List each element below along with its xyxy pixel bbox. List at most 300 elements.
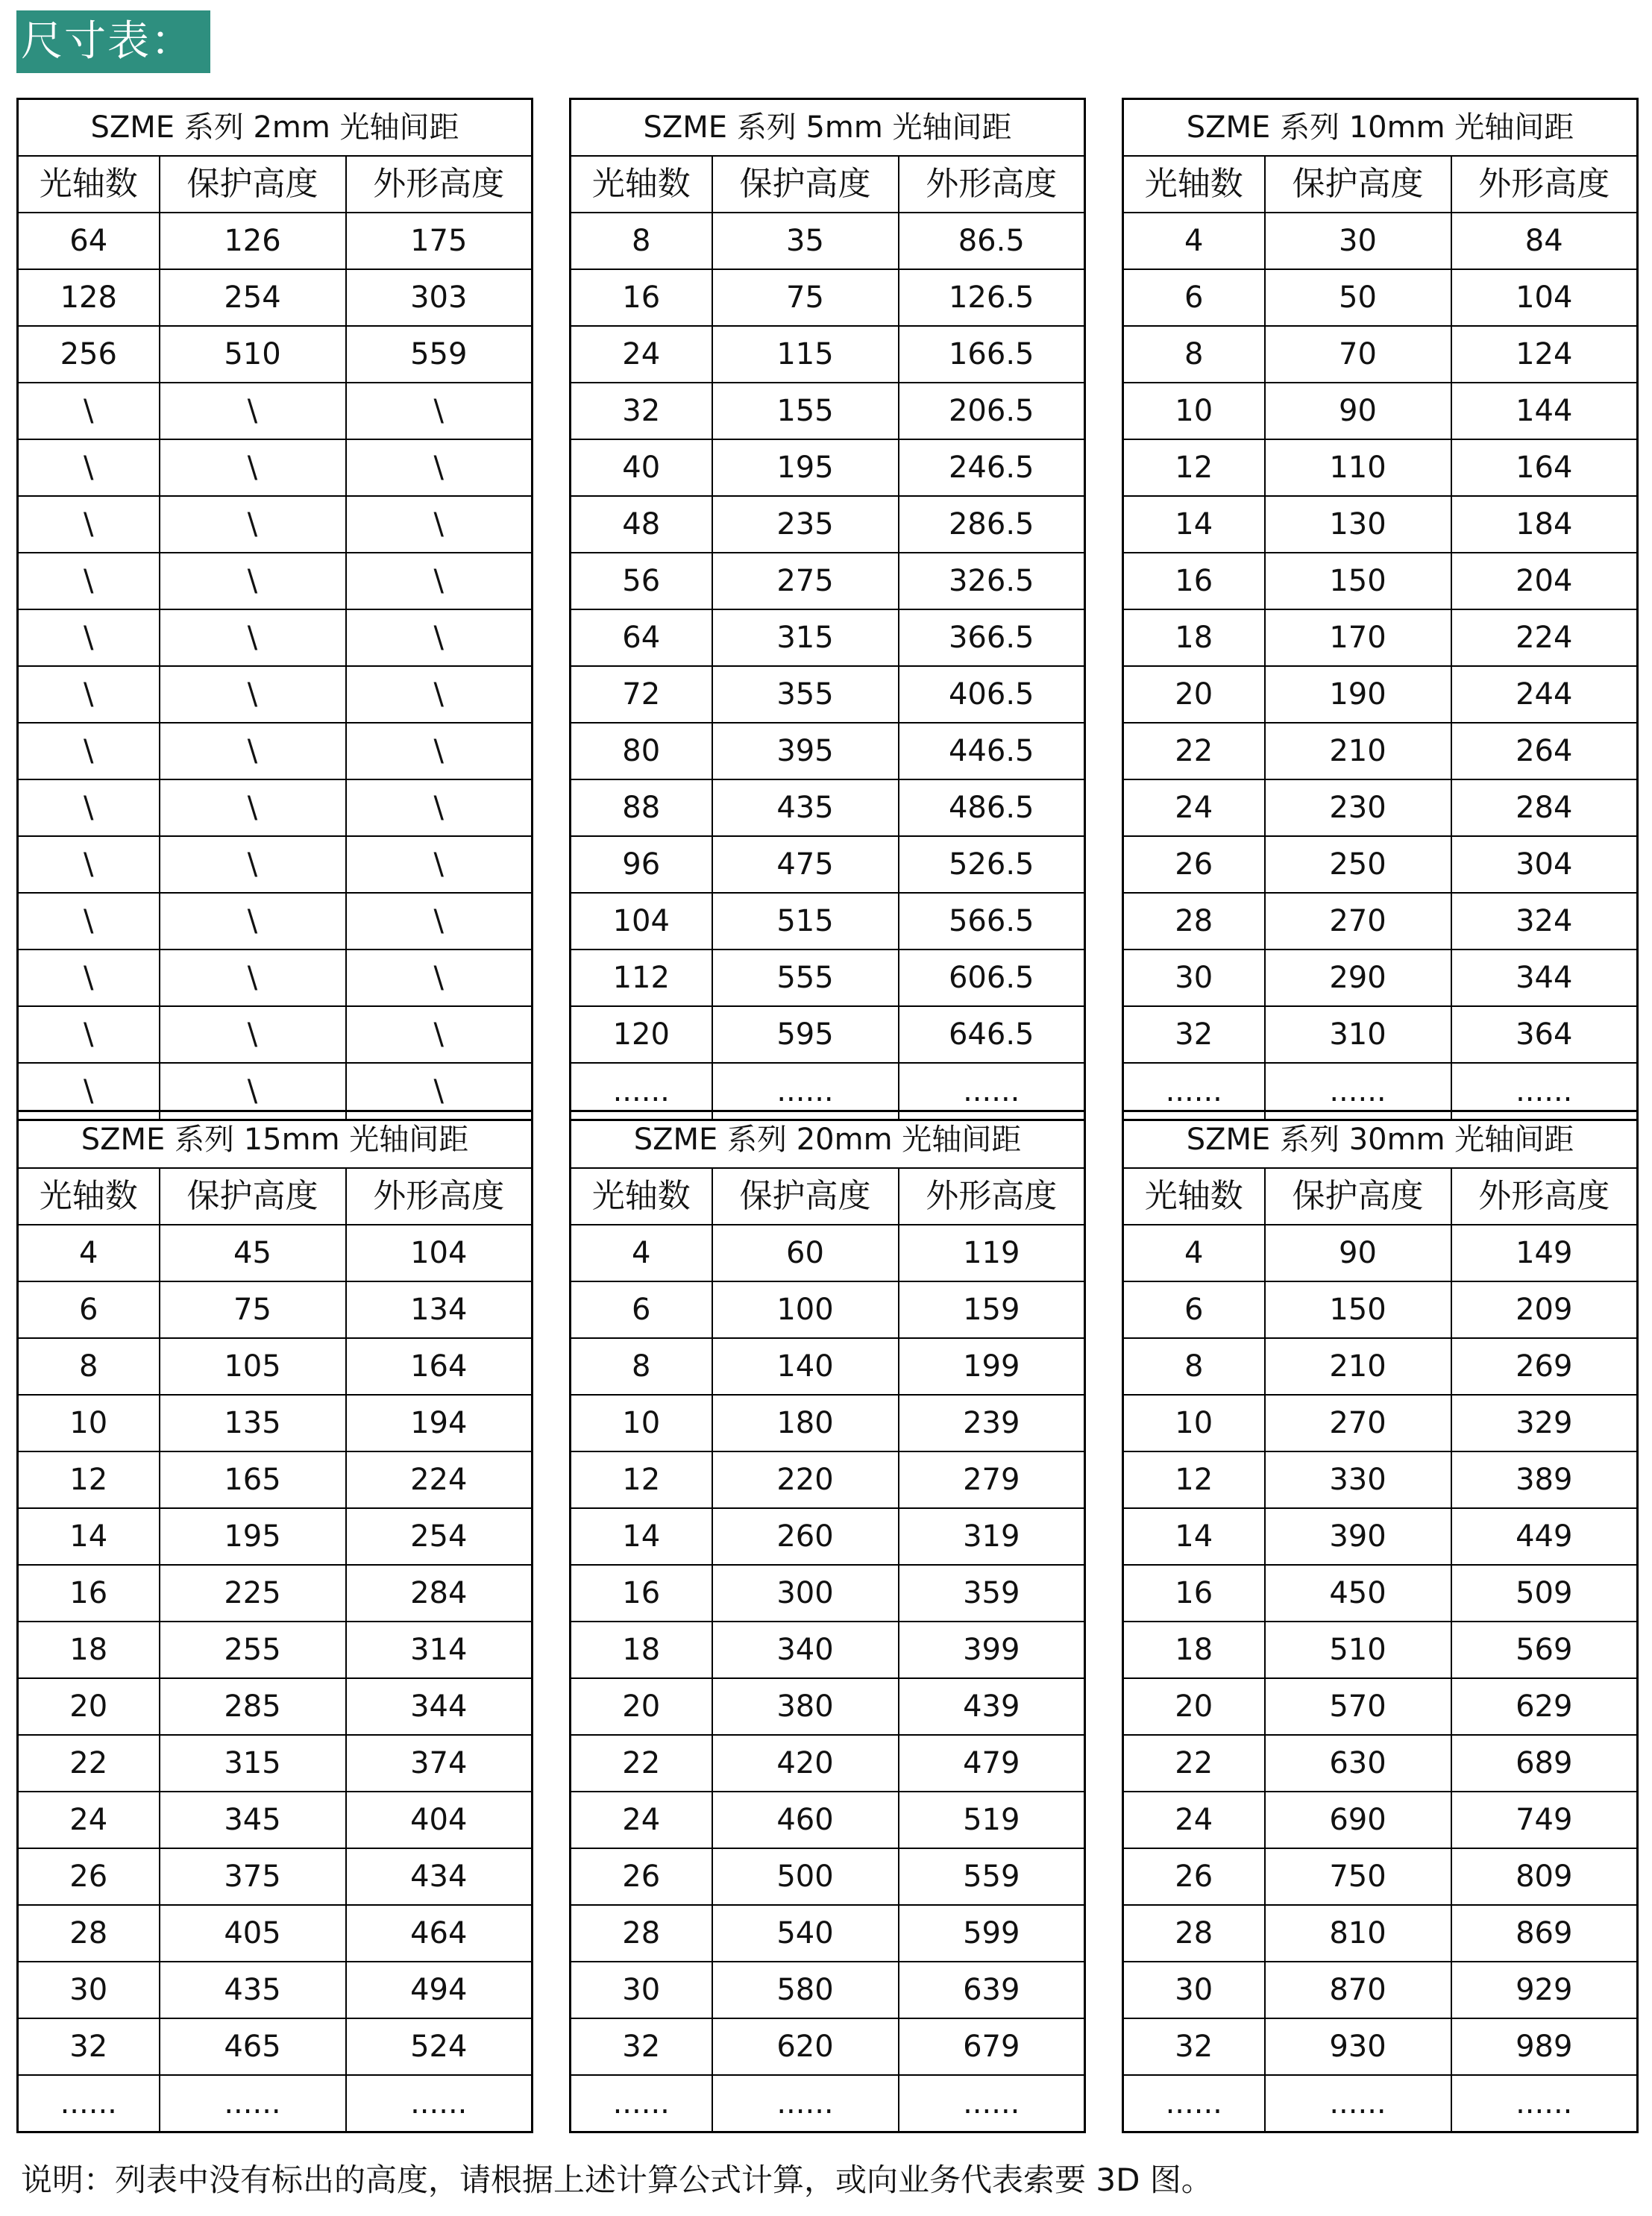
table-cell: ...... (1123, 1063, 1265, 1120)
table-cell: 399 (899, 1622, 1085, 1678)
table-row (1123, 1338, 1638, 1395)
table-row (571, 553, 1085, 609)
table-cell: 14 (18, 1508, 160, 1565)
table-cell: \ (346, 950, 533, 1006)
table-cell: 6 (1123, 269, 1265, 326)
table-caption: SZME 系列 30mm 光轴间距 (1123, 1111, 1638, 1169)
table-cell: 279 (899, 1451, 1085, 1508)
table-row (18, 553, 533, 609)
table-cell: 420 (712, 1735, 899, 1792)
table-cell: 195 (712, 439, 899, 496)
table-row (18, 1508, 533, 1565)
table-cell: 30 (18, 1962, 160, 2018)
table-cell: 599 (899, 1905, 1085, 1962)
table-row (18, 213, 533, 269)
table-cell: 264 (1451, 723, 1638, 779)
table-cell: 30 (571, 1962, 712, 2018)
table-cell: 124 (1451, 326, 1638, 383)
table-cell: 190 (1265, 666, 1451, 723)
table-cell: 24 (18, 1792, 160, 1848)
table-cell: ...... (18, 2075, 160, 2132)
table-row (1123, 1006, 1638, 1063)
table-caption: SZME 系列 2mm 光轴间距 (18, 99, 533, 157)
table-cell: 446.5 (899, 723, 1085, 779)
table-cell: 165 (160, 1451, 346, 1508)
column-header: 光轴数 (571, 156, 712, 213)
table-cell: 30 (1123, 950, 1265, 1006)
table-cell: 60 (712, 1225, 899, 1281)
column-header: 保护高度 (1265, 156, 1451, 213)
table-cell: 180 (712, 1395, 899, 1451)
table-cell: 304 (1451, 836, 1638, 893)
column-header: 光轴数 (18, 1168, 160, 1225)
table-row (571, 1508, 1085, 1565)
table-cell: 315 (712, 609, 899, 666)
table-row (571, 723, 1085, 779)
table-cell: \ (160, 609, 346, 666)
table-cell: \ (346, 723, 533, 779)
table-caption-row (1123, 99, 1638, 157)
table-row (18, 326, 533, 383)
table-cell: \ (160, 723, 346, 779)
table-cell: 303 (346, 269, 533, 326)
page-title: 尺寸表： (16, 10, 210, 73)
table-row (571, 1622, 1085, 1678)
table-row (571, 1281, 1085, 1338)
table-cell: 12 (1123, 439, 1265, 496)
table-cell: 340 (712, 1622, 899, 1678)
table-cell: 199 (899, 1338, 1085, 1395)
table-cell: 435 (712, 779, 899, 836)
table-cell: ...... (1265, 2075, 1451, 2132)
table-cell: 64 (18, 213, 160, 269)
table-cell: 329 (1451, 1395, 1638, 1451)
table-cell: 285 (160, 1678, 346, 1735)
table-cell: 290 (1265, 950, 1451, 1006)
table-cell: 206.5 (899, 383, 1085, 439)
table-cell: 475 (712, 836, 899, 893)
table-cell: 22 (18, 1735, 160, 1792)
table-cell: 6 (18, 1281, 160, 1338)
table-cell: 639 (899, 1962, 1085, 2018)
table-cell: \ (346, 779, 533, 836)
table-cell: 75 (160, 1281, 346, 1338)
table-cell: 869 (1451, 1905, 1638, 1962)
table-row (18, 2075, 533, 2132)
table-row (571, 609, 1085, 666)
table-cell: 26 (1123, 836, 1265, 893)
table-cell: ...... (1451, 1063, 1638, 1120)
table-cell: ...... (899, 1063, 1085, 1120)
table-row (1123, 1395, 1638, 1451)
table-cell: \ (160, 383, 346, 439)
table-cell: 28 (1123, 1905, 1265, 1962)
column-header: 保护高度 (1265, 1168, 1451, 1225)
table-cell: 155 (712, 383, 899, 439)
table-row (571, 326, 1085, 383)
table-cell: \ (18, 779, 160, 836)
table-cell: \ (346, 1063, 533, 1120)
table-cell: 4 (18, 1225, 160, 1281)
table-row (1123, 723, 1638, 779)
table-cell: 519 (899, 1792, 1085, 1848)
table-cell: 595 (712, 1006, 899, 1063)
table-cell: 255 (160, 1622, 346, 1678)
table-cell: \ (160, 836, 346, 893)
table-cell: 204 (1451, 553, 1638, 609)
size-table-20mm (569, 1110, 1086, 2133)
size-table-10mm (1122, 98, 1639, 1121)
table-cell: 72 (571, 666, 712, 723)
table-cell: ...... (160, 2075, 346, 2132)
table-cell: 50 (1265, 269, 1451, 326)
table-cell: 12 (18, 1451, 160, 1508)
table-cell: 390 (1265, 1508, 1451, 1565)
table-cell: 20 (1123, 666, 1265, 723)
table-cell: 45 (160, 1225, 346, 1281)
table-row (1123, 1565, 1638, 1622)
table-cell: 20 (571, 1678, 712, 1735)
table-cell: 749 (1451, 1792, 1638, 1848)
table-cell: 10 (571, 1395, 712, 1451)
table-cell: 6 (571, 1281, 712, 1338)
table-cell: 220 (712, 1451, 899, 1508)
table-cell: 809 (1451, 1848, 1638, 1905)
table-row (571, 439, 1085, 496)
table-row (1123, 1622, 1638, 1678)
table-row (18, 1792, 533, 1848)
table-row (18, 609, 533, 666)
table-caption: SZME 系列 20mm 光轴间距 (571, 1111, 1085, 1169)
table-header-row (1123, 156, 1638, 213)
table-cell: ...... (1265, 1063, 1451, 1120)
table-cell: 16 (1123, 553, 1265, 609)
table-caption-row (571, 1111, 1085, 1169)
table-cell: \ (346, 496, 533, 553)
table-row (571, 666, 1085, 723)
table-row (1123, 1451, 1638, 1508)
table-cell: \ (160, 553, 346, 609)
table-row (18, 1395, 533, 1451)
table-cell: 404 (346, 1792, 533, 1848)
table-cell: 464 (346, 1905, 533, 1962)
table-row (18, 383, 533, 439)
table-row (571, 1735, 1085, 1792)
table-cell: 80 (571, 723, 712, 779)
table-cell: 166.5 (899, 326, 1085, 383)
table-cell: 406.5 (899, 666, 1085, 723)
column-header: 光轴数 (571, 1168, 712, 1225)
table-row (18, 1225, 533, 1281)
table-cell: 194 (346, 1395, 533, 1451)
table-cell: 254 (160, 269, 346, 326)
table-cell: ...... (1123, 2075, 1265, 2132)
table-cell: 28 (18, 1905, 160, 1962)
table-cell: 24 (571, 326, 712, 383)
table-cell: 870 (1265, 1962, 1451, 2018)
table-cell: 84 (1451, 213, 1638, 269)
table-cell: 629 (1451, 1678, 1638, 1735)
table-cell: 449 (1451, 1508, 1638, 1565)
table-cell: \ (18, 383, 160, 439)
table-cell: \ (18, 666, 160, 723)
table-cell: 366.5 (899, 609, 1085, 666)
table-caption-row (571, 99, 1085, 157)
table-cell: 40 (571, 439, 712, 496)
table-row (1123, 893, 1638, 950)
table-cell: 90 (1265, 383, 1451, 439)
table-cell: ...... (346, 2075, 533, 2132)
table-row (571, 269, 1085, 326)
table-cell: 989 (1451, 2018, 1638, 2075)
table-cell: 20 (18, 1678, 160, 1735)
table-cell: 56 (571, 553, 712, 609)
table-row (571, 1338, 1085, 1395)
table-cell: 580 (712, 1962, 899, 2018)
table-cell: 16 (1123, 1565, 1265, 1622)
table-cell: 195 (160, 1508, 346, 1565)
table-cell: ...... (1451, 2075, 1638, 2132)
table-row (18, 779, 533, 836)
table-row (571, 1565, 1085, 1622)
table-cell: 8 (18, 1338, 160, 1395)
table-row (1123, 1678, 1638, 1735)
table-caption-row (18, 1111, 533, 1169)
table-cell: 439 (899, 1678, 1085, 1735)
table-cell: 140 (712, 1338, 899, 1395)
table-cell: \ (18, 836, 160, 893)
table-cell: 32 (571, 2018, 712, 2075)
table-row (1123, 439, 1638, 496)
table-row (571, 1678, 1085, 1735)
table-cell: 64 (571, 609, 712, 666)
table-cell: 164 (346, 1338, 533, 1395)
table-row (1123, 1225, 1638, 1281)
table-cell: 620 (712, 2018, 899, 2075)
table-cell: 750 (1265, 1848, 1451, 1905)
table-cell: 10 (18, 1395, 160, 1451)
table-row (18, 836, 533, 893)
table-cell: 630 (1265, 1735, 1451, 1792)
table-cell: 120 (571, 1006, 712, 1063)
table-cell: 269 (1451, 1338, 1638, 1395)
table-cell: 395 (712, 723, 899, 779)
table-cell: 184 (1451, 496, 1638, 553)
table-cell: 524 (346, 2018, 533, 2075)
table-cell: 135 (160, 1395, 346, 1451)
table-cell: 110 (1265, 439, 1451, 496)
table-row (18, 666, 533, 723)
table-row (571, 496, 1085, 553)
table-row (571, 1792, 1085, 1848)
table-cell: 150 (1265, 553, 1451, 609)
table-cell: 380 (712, 1678, 899, 1735)
table-cell: 159 (899, 1281, 1085, 1338)
table-caption: SZME 系列 5mm 光轴间距 (571, 99, 1085, 157)
table-cell: 250 (1265, 836, 1451, 893)
table-cell: \ (160, 893, 346, 950)
table-row (571, 383, 1085, 439)
table-row (1123, 553, 1638, 609)
table-row (571, 1962, 1085, 2018)
table-cell: 319 (899, 1508, 1085, 1565)
table-cell: 324 (1451, 893, 1638, 950)
table-header-row (571, 156, 1085, 213)
table-cell: 30 (1123, 1962, 1265, 2018)
table-row (1123, 1508, 1638, 1565)
table-cell: 70 (1265, 326, 1451, 383)
table-cell: \ (18, 553, 160, 609)
table-row (571, 1848, 1085, 1905)
table-cell: \ (346, 439, 533, 496)
table-cell: 254 (346, 1508, 533, 1565)
table-cell: 28 (571, 1905, 712, 1962)
table-cell: 559 (899, 1848, 1085, 1905)
table-cell: 344 (346, 1678, 533, 1735)
table-cell: 96 (571, 836, 712, 893)
table-row (571, 1006, 1085, 1063)
table-cell: 170 (1265, 609, 1451, 666)
table-cell: 104 (346, 1225, 533, 1281)
table-cell: 275 (712, 553, 899, 609)
table-cell: 330 (1265, 1451, 1451, 1508)
table-cell: 286.5 (899, 496, 1085, 553)
table-cell: ...... (899, 2075, 1085, 2132)
table-cell: 18 (1123, 609, 1265, 666)
table-cell: \ (18, 609, 160, 666)
table-header-row (571, 1168, 1085, 1225)
column-header: 外形高度 (346, 156, 533, 213)
table-row (571, 1905, 1085, 1962)
table-row (571, 2075, 1085, 2132)
table-cell: 8 (571, 1338, 712, 1395)
column-header: 保护高度 (712, 156, 899, 213)
table-cell: 112 (571, 950, 712, 1006)
table-caption: SZME 系列 15mm 光轴间距 (18, 1111, 533, 1169)
table-cell: 929 (1451, 1962, 1638, 2018)
table-cell: 230 (1265, 779, 1451, 836)
column-header: 光轴数 (1123, 156, 1265, 213)
table-row (18, 1678, 533, 1735)
table-cell: 90 (1265, 1225, 1451, 1281)
table-cell: 284 (1451, 779, 1638, 836)
table-cell: 374 (346, 1735, 533, 1792)
column-header: 外形高度 (1451, 1168, 1638, 1225)
table-cell: ...... (571, 1063, 712, 1120)
table-cell: \ (18, 1006, 160, 1063)
table-cell: 224 (346, 1451, 533, 1508)
table-cell: 326.5 (899, 553, 1085, 609)
table-cell: 26 (571, 1848, 712, 1905)
table-cell: 10 (1123, 1395, 1265, 1451)
table-cell: 18 (18, 1622, 160, 1678)
table-cell: 239 (899, 1395, 1085, 1451)
table-cell: 14 (1123, 496, 1265, 553)
table-row (18, 1962, 533, 2018)
table-row (571, 1451, 1085, 1508)
table-cell: 434 (346, 1848, 533, 1905)
column-header: 外形高度 (346, 1168, 533, 1225)
column-header: 保护高度 (160, 1168, 346, 1225)
table-cell: 175 (346, 213, 533, 269)
table-row (18, 1006, 533, 1063)
table-cell: 16 (18, 1565, 160, 1622)
table-cell: 128 (18, 269, 160, 326)
table-cell: \ (160, 1006, 346, 1063)
table-cell: 246.5 (899, 439, 1085, 496)
table-cell: \ (18, 439, 160, 496)
table-cell: 105 (160, 1338, 346, 1395)
table-row (571, 779, 1085, 836)
column-header: 保护高度 (712, 1168, 899, 1225)
table-caption: SZME 系列 10mm 光轴间距 (1123, 99, 1638, 157)
table-cell: \ (160, 779, 346, 836)
table-row (571, 836, 1085, 893)
table-cell: 164 (1451, 439, 1638, 496)
table-row (571, 213, 1085, 269)
table-cell: 690 (1265, 1792, 1451, 1848)
table-cell: 270 (1265, 893, 1451, 950)
table-cell: 104 (1451, 269, 1638, 326)
table-cell: 566.5 (899, 893, 1085, 950)
table-row (18, 723, 533, 779)
table-cell: 119 (899, 1225, 1085, 1281)
table-cell: 22 (571, 1735, 712, 1792)
table-row (1123, 496, 1638, 553)
table-row (18, 1735, 533, 1792)
table-cell: \ (18, 723, 160, 779)
table-cell: ...... (571, 2075, 712, 2132)
table-cell: 355 (712, 666, 899, 723)
table-cell: 16 (571, 269, 712, 326)
column-header: 光轴数 (18, 156, 160, 213)
table-cell: 86.5 (899, 213, 1085, 269)
table-row (18, 950, 533, 1006)
table-cell: 606.5 (899, 950, 1085, 1006)
table-cell: 559 (346, 326, 533, 383)
table-cell: 405 (160, 1905, 346, 1962)
table-cell: \ (346, 893, 533, 950)
table-cell: 435 (160, 1962, 346, 2018)
table-cell: \ (160, 1063, 346, 1120)
table-cell: 134 (346, 1281, 533, 1338)
table-row (18, 1565, 533, 1622)
table-cell: 10 (1123, 383, 1265, 439)
table-cell: 30 (1265, 213, 1451, 269)
table-cell: 32 (18, 2018, 160, 2075)
table-row (1123, 213, 1638, 269)
table-cell: \ (160, 666, 346, 723)
table-cell: 20 (1123, 1678, 1265, 1735)
table-cell: 486.5 (899, 779, 1085, 836)
table-cell: \ (346, 836, 533, 893)
table-cell: 8 (1123, 326, 1265, 383)
table-cell: 540 (712, 1905, 899, 1962)
table-row (1123, 1848, 1638, 1905)
table-row (18, 1905, 533, 1962)
table-cell: \ (346, 383, 533, 439)
table-cell: 510 (1265, 1622, 1451, 1678)
table-cell: ...... (712, 2075, 899, 2132)
table-row (571, 1225, 1085, 1281)
table-header-row (1123, 1168, 1638, 1225)
table-cell: 14 (571, 1508, 712, 1565)
table-caption-row (18, 99, 533, 157)
table-cell: \ (346, 666, 533, 723)
table-cell: 500 (712, 1848, 899, 1905)
table-cell: 494 (346, 1962, 533, 2018)
table-cell: 460 (712, 1792, 899, 1848)
